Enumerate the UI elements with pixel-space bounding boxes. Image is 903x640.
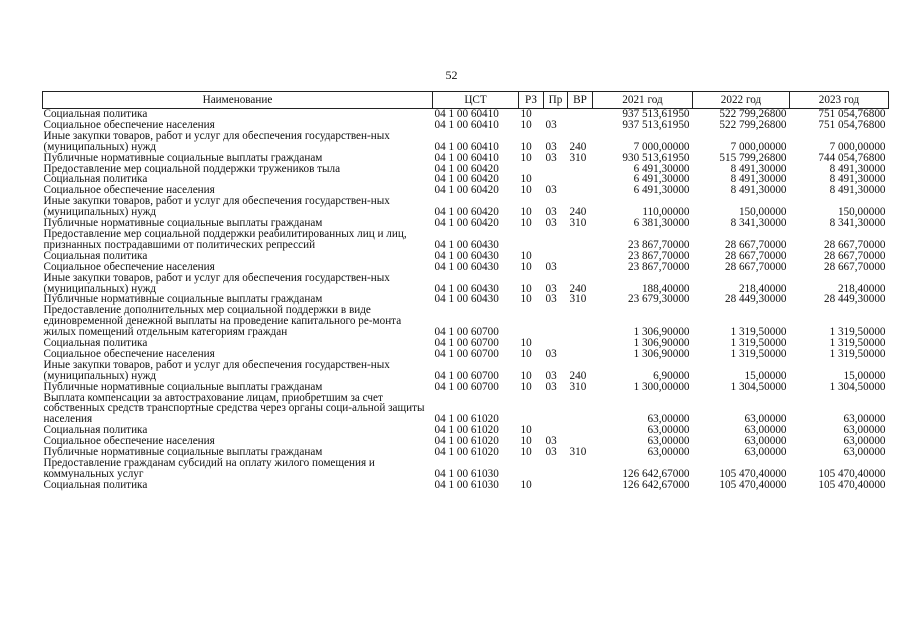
- row-cst: 04 1 00 60420: [434, 184, 499, 197]
- row-cst: 04 1 00 60410: [434, 118, 499, 131]
- row-rz: 10: [520, 260, 532, 273]
- row-cst: 04 1 00 60410: [434, 140, 499, 153]
- row-2021: 937 513,61950: [622, 118, 690, 131]
- row-cst: 04 1 00 61030: [434, 478, 499, 491]
- row-2021: 6 491,30000: [633, 162, 690, 175]
- row-pr: 03: [545, 293, 557, 306]
- row-2021: 1 300,00000: [633, 380, 690, 393]
- row-2021: 23 867,70000: [627, 260, 690, 273]
- row-2022: 1 319,50000: [730, 337, 787, 350]
- row-cst: 04 1 00 60700: [434, 337, 499, 350]
- row-pr: [544, 480, 568, 491]
- table-row: [43, 458, 889, 480]
- row-2023: 1 319,50000: [829, 337, 886, 350]
- budget-table: [42, 91, 889, 491]
- row-2023: 28 667,70000: [823, 249, 886, 262]
- row-vr: [568, 458, 593, 480]
- row-vr: [568, 338, 593, 349]
- row-name: Выплата компенсации за автострахование лицам, приобретшим за счет собственных средств транспортные средства через органы соци-альной защиты населения: [43, 391, 425, 426]
- row-2022: 150,00000: [738, 206, 787, 219]
- row-name: Предоставление мер социальной поддержки тружеников тыла: [43, 162, 341, 175]
- header-name: Наименование: [43, 92, 433, 109]
- row-2022: 105 470,40000: [719, 478, 787, 491]
- row-2023: 63,00000: [843, 446, 886, 459]
- row-2023: 105 470,40000: [818, 467, 886, 480]
- row-pr: 03: [545, 260, 557, 273]
- row-2023: 8 491,30000: [829, 162, 886, 175]
- row-cst: 04 1 00 61020: [434, 424, 499, 437]
- row-2022: 15,00000: [744, 369, 787, 382]
- row-2022: 8 491,30000: [730, 162, 787, 175]
- row-vr: [568, 174, 593, 185]
- row-rz: 10: [520, 478, 532, 491]
- row-rz: 10: [520, 369, 532, 382]
- row-2021: 6 491,30000: [633, 184, 690, 197]
- row-2022: 1 304,50000: [730, 380, 787, 393]
- row-pr: 03: [545, 369, 557, 382]
- row-name: Иные закупки товаров, работ и услуг для обеспечения государствен-ных (муниципальных) нужд: [43, 129, 390, 153]
- row-vr: [568, 425, 593, 436]
- row-2021: 188,40000: [641, 282, 690, 295]
- row-vr: 240: [569, 140, 587, 153]
- row-vr: 310: [569, 217, 587, 230]
- row-name: Социальная политика: [43, 173, 148, 186]
- header-pr: Пр: [544, 92, 568, 109]
- row-2021: 126 642,67000: [622, 467, 690, 480]
- row-pr: 03: [545, 347, 557, 360]
- row-name: Социальная политика: [43, 478, 148, 491]
- row-cst: 04 1 00 60700: [434, 347, 499, 360]
- row-pr: 03: [545, 206, 557, 219]
- row-rz: 10: [520, 151, 532, 164]
- row-name: Социальное обеспечение населения: [43, 260, 215, 273]
- row-name: Предоставление гражданам субсидий на оплату жилого помещения и коммунальных услуг: [43, 457, 375, 480]
- row-rz: 10: [520, 140, 532, 153]
- table-header-row: [43, 92, 889, 109]
- table-row: [43, 131, 889, 153]
- row-cst: 04 1 00 60420: [434, 173, 499, 186]
- row-vr: 310: [569, 380, 587, 393]
- row-2022: 515 799,26800: [719, 151, 787, 164]
- row-2023: 744 054,76800: [818, 151, 886, 164]
- row-rz: 10: [520, 217, 532, 230]
- row-2022: 28 449,30000: [724, 293, 787, 306]
- row-cst: 04 1 00 60410: [434, 151, 499, 164]
- row-rz: 10: [520, 282, 532, 295]
- row-2023: 15,00000: [843, 369, 886, 382]
- row-2023: 63,00000: [843, 413, 886, 426]
- row-2021: 110,00000: [642, 206, 690, 219]
- row-cst: 04 1 00 60700: [434, 326, 499, 339]
- row-2022: 63,00000: [744, 435, 787, 448]
- row-cst: 04 1 00 60420: [434, 217, 499, 230]
- row-vr: 240: [569, 206, 587, 219]
- table-row: [43, 393, 889, 426]
- row-pr: 03: [545, 151, 557, 164]
- row-2021: 6 491,30000: [633, 173, 690, 186]
- row-rz: 10: [520, 424, 532, 437]
- row-name: Социальное обеспечение населения: [43, 435, 215, 448]
- row-rz: 10: [520, 337, 532, 350]
- row-cst: 04 1 00 61020: [434, 435, 499, 448]
- table-row: [43, 229, 889, 251]
- row-cst: 04 1 00 60430: [434, 282, 499, 295]
- row-vr: [568, 480, 593, 491]
- row-name: Предоставление мер социальной поддержки реабилитированных лиц и лиц, признанных пострадавшими от политических репрессий: [43, 227, 407, 251]
- row-rz: [519, 229, 544, 251]
- row-rz: 10: [520, 347, 532, 360]
- row-2022: 28 667,70000: [724, 260, 787, 273]
- row-cst: 04 1 00 60410: [434, 108, 499, 120]
- row-2022: 7 000,00000: [730, 140, 787, 153]
- row-2022: 1 319,50000: [730, 347, 787, 360]
- row-name: Публичные нормативные социальные выплаты гражданам: [43, 293, 323, 306]
- table-row: [43, 382, 889, 393]
- row-2021: 7 000,00000: [633, 140, 690, 153]
- row-2023: 63,00000: [843, 435, 886, 448]
- header-vr: ВР: [568, 92, 593, 109]
- row-2021: 63,00000: [647, 424, 690, 437]
- header-2022: 2022 год: [693, 92, 790, 109]
- row-name: Публичные нормативные социальные выплаты гражданам: [43, 151, 323, 164]
- row-name: Иные закупки товаров, работ и услуг для обеспечения государствен-ных (муниципальных) нужд: [43, 195, 390, 219]
- row-2021: 63,00000: [647, 435, 690, 448]
- row-rz: 10: [520, 380, 532, 393]
- row-rz: 10: [520, 206, 532, 219]
- row-name: Социальная политика: [43, 249, 148, 262]
- row-vr: 310: [569, 446, 587, 459]
- row-2021: 1 306,90000: [633, 347, 690, 360]
- row-2023: 8 341,30000: [829, 217, 886, 230]
- row-cst: 04 1 00 60700: [434, 380, 499, 393]
- row-2021: 23 679,30000: [627, 293, 690, 306]
- row-pr: 03: [545, 446, 557, 459]
- row-2023: 28 667,70000: [823, 260, 886, 273]
- row-vr: 240: [569, 282, 587, 295]
- row-cst: 04 1 00 60420: [434, 162, 499, 175]
- table-row: [43, 262, 889, 273]
- row-rz: [519, 393, 544, 426]
- table-row: [43, 360, 889, 382]
- row-2023: 1 304,50000: [829, 380, 886, 393]
- row-2022: 105 470,40000: [719, 467, 787, 480]
- table-body: [43, 109, 889, 491]
- row-2023: 28 667,70000: [823, 238, 886, 251]
- row-pr: 03: [545, 140, 557, 153]
- row-pr: [544, 229, 568, 251]
- row-vr: [568, 393, 593, 426]
- header-rz: РЗ: [519, 92, 544, 109]
- row-vr: [568, 349, 593, 360]
- row-pr: [544, 164, 568, 175]
- row-2023: 751 054,76800: [818, 118, 886, 131]
- row-2023: 7 000,00000: [829, 140, 886, 153]
- row-2022: 8 341,30000: [730, 217, 787, 230]
- row-name: Публичные нормативные социальные выплаты гражданам: [43, 380, 323, 393]
- row-2021: 1 306,90000: [633, 326, 690, 339]
- row-vr: [568, 305, 593, 338]
- row-pr: 03: [545, 184, 557, 197]
- row-name: Социальная политика: [43, 108, 148, 120]
- row-2021: 23 867,70000: [627, 238, 690, 251]
- row-cst: 04 1 00 60430: [434, 238, 499, 251]
- row-rz: 10: [520, 446, 532, 459]
- table-row: [43, 305, 889, 338]
- row-rz: 10: [520, 435, 532, 448]
- row-vr: [568, 164, 593, 175]
- row-pr: 03: [545, 435, 557, 448]
- row-2022: 522 799,26800: [719, 108, 787, 120]
- row-2023: 218,40000: [837, 282, 886, 295]
- row-cst: 04 1 00 60430: [434, 260, 499, 273]
- row-2023: 751 054,76800: [818, 108, 886, 120]
- row-name: Социальная политика: [43, 424, 148, 437]
- header-cst: ЦСТ: [433, 92, 519, 109]
- row-2022: 63,00000: [744, 446, 787, 459]
- row-2023: 28 449,30000: [823, 293, 886, 306]
- row-vr: [568, 251, 593, 262]
- row-cst: 04 1 00 61020: [434, 446, 499, 459]
- row-2022: 8 491,30000: [730, 173, 787, 186]
- row-vr: [568, 109, 593, 120]
- page-number: 52: [445, 68, 458, 82]
- row-rz: 10: [520, 173, 532, 186]
- row-2023: 1 319,50000: [829, 347, 886, 360]
- row-2022: 63,00000: [744, 424, 787, 437]
- row-vr: 240: [569, 369, 587, 382]
- row-cst: 04 1 00 60430: [434, 293, 499, 306]
- row-vr: [568, 229, 593, 251]
- row-pr: [544, 458, 568, 480]
- row-2021: 6 381,30000: [633, 217, 690, 230]
- row-pr: 03: [545, 217, 557, 230]
- row-2021: 126 642,67000: [622, 478, 690, 491]
- row-pr: 03: [545, 282, 557, 295]
- row-2022: 8 491,30000: [730, 184, 787, 197]
- table-row: [43, 196, 889, 218]
- row-name: Иные закупки товаров, работ и услуг для обеспечения государствен-ных (муниципальных) нужд: [43, 271, 390, 295]
- row-rz: 10: [520, 293, 532, 306]
- row-2022: 218,40000: [738, 282, 787, 295]
- table-row: [43, 273, 889, 295]
- row-cst: 04 1 00 61020: [434, 413, 499, 426]
- row-pr: 03: [545, 118, 557, 131]
- row-rz: 10: [520, 118, 532, 131]
- row-rz: 10: [520, 184, 532, 197]
- row-2022: 28 667,70000: [724, 249, 787, 262]
- row-vr: [568, 185, 593, 196]
- row-cst: 04 1 00 61030: [434, 467, 499, 480]
- row-2021: 930 513,61950: [622, 151, 690, 164]
- row-cst: 04 1 00 60430: [434, 249, 499, 262]
- row-2022: 1 319,50000: [730, 326, 787, 339]
- row-name: Социальное обеспечение населения: [43, 184, 215, 197]
- row-vr: [568, 262, 593, 273]
- row-rz: 10: [520, 249, 532, 262]
- row-2023: 150,00000: [837, 206, 886, 219]
- row-rz: 10: [520, 108, 532, 120]
- row-pr: [544, 393, 568, 426]
- row-2023: 8 491,30000: [829, 173, 886, 186]
- table-row: [43, 480, 889, 491]
- row-name: Публичные нормативные социальные выплаты гражданам: [43, 446, 323, 459]
- row-vr: 310: [569, 151, 587, 164]
- row-2023: 1 319,50000: [829, 326, 886, 339]
- table-row: [43, 153, 889, 164]
- row-vr: [568, 120, 593, 131]
- row-2022: 28 667,70000: [724, 238, 787, 251]
- row-2021: 937 513,61950: [622, 108, 690, 120]
- row-2023: 8 491,30000: [829, 184, 886, 197]
- header-2023: 2023 год: [790, 92, 889, 109]
- row-rz: [519, 305, 544, 338]
- row-pr: [544, 305, 568, 338]
- row-rz: [519, 458, 544, 480]
- row-2021: 23 867,70000: [627, 249, 690, 262]
- row-2021: 63,00000: [647, 446, 690, 459]
- row-2021: 6,90000: [653, 369, 690, 382]
- row-pr: 03: [545, 380, 557, 393]
- row-name: Социальное обеспечение населения: [43, 118, 215, 131]
- row-2021: 63,00000: [647, 413, 690, 426]
- row-name: Публичные нормативные социальные выплаты гражданам: [43, 217, 323, 230]
- row-name: Предоставление дополнительных мер социальной поддержки в виде единовременной денежной выплаты на проведение капитального ре-монта жилых помещений отдельным категориям граждан: [43, 304, 402, 339]
- row-name: Социальное обеспечение населения: [43, 347, 215, 360]
- row-2021: 1 306,90000: [633, 337, 690, 350]
- header-2021: 2021 год: [593, 92, 693, 109]
- row-name: Иные закупки товаров, работ и услуг для обеспечения государствен-ных (муниципальных) нужд: [43, 358, 390, 382]
- row-2022: 63,00000: [744, 413, 787, 426]
- row-2023: 105 470,40000: [818, 478, 886, 491]
- row-2023: 63,00000: [843, 424, 886, 437]
- row-cst: 04 1 00 60700: [434, 369, 499, 382]
- row-2022: 522 799,26800: [719, 118, 787, 131]
- row-vr: 310: [569, 293, 587, 306]
- row-cst: 04 1 00 60420: [434, 206, 499, 219]
- row-name: Социальная политика: [43, 337, 148, 350]
